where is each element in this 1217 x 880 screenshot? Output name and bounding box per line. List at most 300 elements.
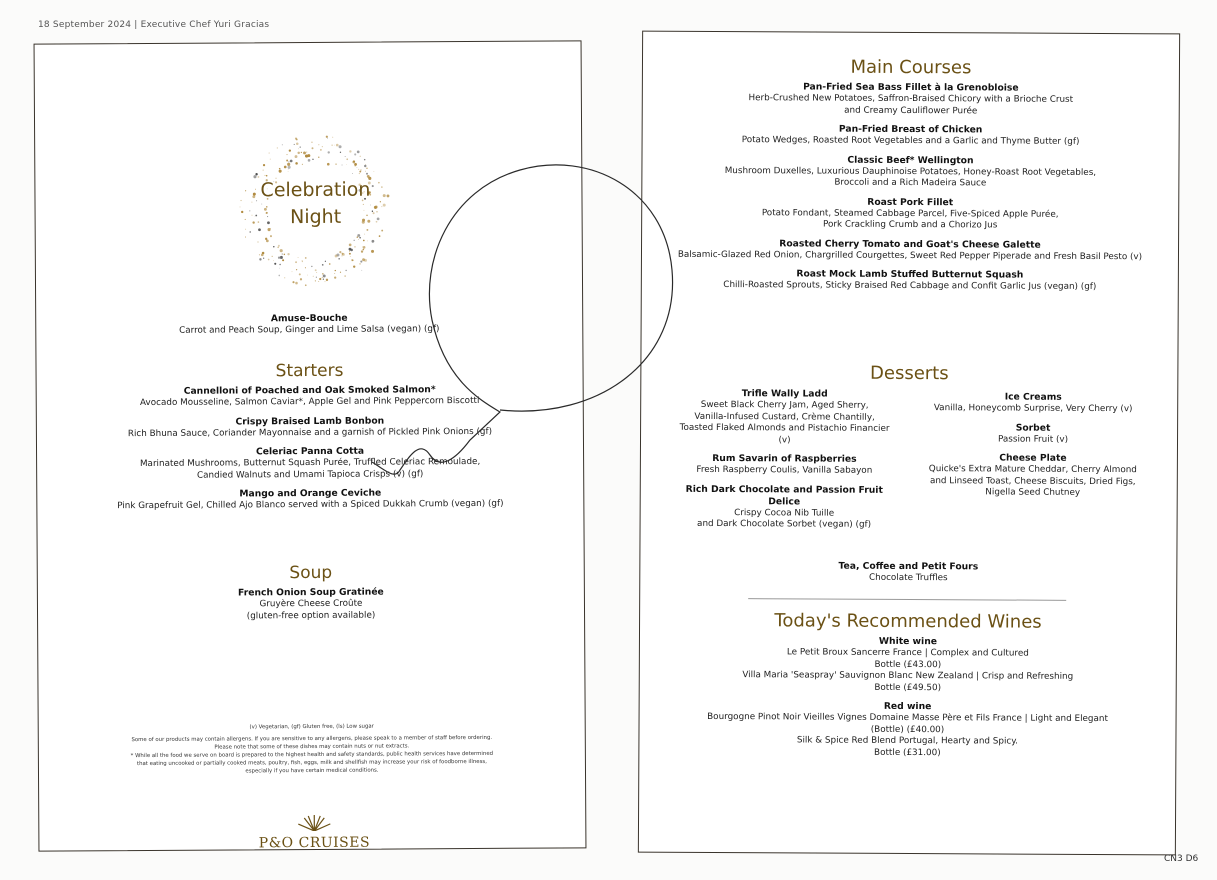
sparkle-dot bbox=[257, 241, 258, 242]
sparkle-dot bbox=[360, 169, 361, 170]
sparkle-dot bbox=[359, 189, 362, 192]
menu-item bbox=[37, 383, 583, 417]
sparkle-dot bbox=[279, 264, 280, 265]
sparkle-dot bbox=[360, 261, 362, 263]
sparkle-dot bbox=[360, 156, 361, 157]
sparkle-dot bbox=[275, 181, 277, 183]
sparkle-dot bbox=[364, 234, 365, 235]
dish-description: Gruyère Cheese Croûte bbox=[259, 598, 363, 610]
sparkle-dot bbox=[295, 162, 298, 165]
sparkle-dot bbox=[302, 164, 303, 165]
sparkle-dot bbox=[325, 261, 326, 262]
menu-item bbox=[643, 123, 1179, 156]
sparkle-dot bbox=[358, 239, 359, 240]
sparkle-dot bbox=[359, 173, 360, 174]
sparkle-dot bbox=[381, 186, 383, 188]
desserts-heading-wrap bbox=[641, 362, 1177, 390]
sparkle-dot bbox=[305, 154, 308, 157]
wine-line: Bourgogne Pinot Noir Vieilles Vignes Domaine Masse Père et Fils France | Light and Elegant bbox=[707, 711, 1108, 725]
sparkle-dot bbox=[284, 166, 287, 169]
sparkle-dot bbox=[252, 195, 255, 198]
sparkle-dot bbox=[357, 234, 360, 237]
sparkle-dot bbox=[301, 152, 302, 153]
sparkle-dot bbox=[266, 179, 268, 181]
sparkle-dot bbox=[266, 212, 268, 214]
dish-description: Candied Walnuts and Umami Tapioca Crisps (v) (gf) bbox=[196, 468, 424, 481]
sparkle-dot bbox=[364, 159, 366, 161]
sparkle-dot bbox=[245, 219, 246, 220]
sparkle-dot bbox=[357, 150, 360, 153]
sparkle-dot bbox=[240, 200, 241, 201]
sparkle-dot bbox=[387, 194, 390, 197]
dish-name: Roasted Cherry Tomato and Goat's Cheese Galette bbox=[779, 237, 1041, 251]
sparkle-dot bbox=[364, 165, 366, 167]
sparkle-dot bbox=[352, 173, 353, 174]
sparkle-dot bbox=[296, 269, 297, 270]
sparkle-dot bbox=[272, 256, 273, 257]
dish-name: Mango and Orange Ceviche bbox=[239, 487, 382, 500]
sparkle-dot bbox=[332, 137, 333, 138]
sparkle-dot bbox=[312, 159, 313, 160]
sparkle-dot bbox=[344, 275, 345, 276]
dish-name: Amuse-Bouche bbox=[270, 312, 348, 325]
sparkle-dot bbox=[263, 170, 264, 171]
sparkle-dot bbox=[367, 175, 370, 178]
menu-item bbox=[37, 486, 583, 520]
menu-item bbox=[37, 414, 583, 448]
sparkle-dot bbox=[307, 275, 308, 276]
sparkle-dot bbox=[298, 257, 299, 258]
amuse-section bbox=[36, 311, 582, 338]
sparkle-dot bbox=[288, 166, 291, 169]
sparkle-dot bbox=[383, 204, 386, 207]
sparkle-dot bbox=[252, 221, 254, 223]
sparkle-dot bbox=[383, 194, 386, 197]
sparkle-dot bbox=[255, 215, 257, 217]
dish-name: Celeriac Panna Cotta bbox=[255, 445, 365, 458]
sparkle-dot bbox=[305, 267, 306, 268]
dish-name: Sorbet bbox=[1015, 422, 1051, 434]
menu-header: 18 September 2024 | Executive Chef Yuri Gracias bbox=[38, 20, 270, 30]
sparkle-dot bbox=[267, 216, 268, 217]
sparkle-dot bbox=[270, 228, 271, 229]
wine-line: Villa Maria 'Seaspray' Sauvignon Blanc New Zealand | Crisp and Refreshing bbox=[742, 670, 1074, 682]
sparkle-dot bbox=[255, 216, 256, 217]
sparkle-dot bbox=[255, 189, 256, 190]
sparkle-dot bbox=[367, 220, 370, 223]
sparkle-dot bbox=[294, 144, 295, 145]
desserts-left-column bbox=[677, 388, 893, 539]
sparkle-dot bbox=[302, 261, 303, 262]
sparkle-dot bbox=[368, 182, 371, 185]
sparkle-dot bbox=[266, 175, 268, 177]
starters-section bbox=[36, 359, 583, 520]
sparkle-dot bbox=[279, 268, 280, 269]
desserts-right-column bbox=[923, 391, 1144, 507]
dish-description: Rich Bhuna Sauce, Coriander Mayonnaise and a garnish of Pickled Pink Onions (gf) bbox=[127, 426, 493, 439]
sparkle-dot bbox=[299, 273, 301, 275]
dish-name: Tea, Coffee and Petit Fours bbox=[838, 560, 979, 573]
sparkle-dot bbox=[366, 168, 368, 170]
dish-description: Chilli-Roasted Sprouts, Sticky Braised Red Cabbage and Confit Garlic Jus (vegan) (gf) bbox=[723, 280, 1097, 292]
wine-line: Bottle (£43.00) bbox=[874, 659, 942, 670]
sparkle-dot bbox=[370, 205, 371, 206]
dish-name: Rich Dark Chocolate and Passion Fruit Delice bbox=[685, 483, 883, 507]
sparkle-dot bbox=[380, 201, 381, 202]
sparkle-dot bbox=[251, 202, 252, 203]
menu-item bbox=[923, 422, 1143, 454]
wine-line: Le Petit Broux Sancerre France | Complex and Cultured bbox=[786, 647, 1029, 659]
title-line-1: Celebration bbox=[260, 178, 371, 202]
dish-name: Ice Creams bbox=[1004, 391, 1062, 403]
dish-name: Crispy Braised Lamb Bonbon bbox=[235, 415, 385, 427]
sparkle-dot bbox=[353, 265, 355, 267]
sparkle-dot bbox=[345, 156, 346, 157]
sparkle-dot bbox=[319, 278, 321, 280]
sparkle-dot bbox=[297, 152, 300, 155]
sparkle-dot bbox=[363, 240, 365, 242]
sparkle-dot bbox=[302, 260, 303, 261]
sparkle-dot bbox=[326, 279, 328, 281]
wine-line: Bottle (£49.50) bbox=[874, 682, 942, 693]
white-wine-heading: White wine bbox=[878, 635, 938, 648]
sparkle-dot bbox=[354, 246, 355, 247]
menu-item bbox=[677, 453, 892, 485]
dish-description: Passion Fruit (v) bbox=[997, 433, 1069, 445]
dish-description: Marinated Mushrooms, Butternut Squash Purée, Truffled Celeriac Remoulade, bbox=[139, 456, 481, 470]
dish-description: Crispy Cocoa Nib Tuille bbox=[734, 507, 835, 519]
sparkle-dot bbox=[273, 181, 274, 182]
sparkle-dot bbox=[372, 211, 373, 212]
sparkle-dot bbox=[266, 206, 268, 208]
sparkle-dot bbox=[323, 279, 324, 280]
sparkle-dot bbox=[263, 164, 265, 166]
sparkle-dot bbox=[240, 207, 241, 208]
dish-name: Pan-Fried Sea Bass Fillet à la Grenobloise bbox=[803, 81, 1019, 94]
sparkle-dot bbox=[340, 272, 341, 273]
sparkle-dot bbox=[249, 210, 250, 211]
starters-list bbox=[37, 383, 584, 520]
sparkle-dot bbox=[361, 185, 362, 186]
sparkle-dot bbox=[376, 211, 378, 213]
sparkle-dot bbox=[292, 281, 294, 283]
sparkle-dot bbox=[318, 144, 319, 145]
tea-section bbox=[640, 560, 1176, 586]
dish-name: Pan-Fried Breast of Chicken bbox=[838, 123, 983, 136]
sparkle-dot bbox=[300, 147, 301, 148]
sparkle-dot bbox=[292, 271, 293, 272]
notice-line: * While all the food we serve on board is prepared to the highest health and safety standards, public health services have determined bbox=[130, 750, 494, 760]
sparkle-dot bbox=[258, 228, 261, 231]
sparkle-dot bbox=[339, 145, 342, 148]
sparkle-dot bbox=[353, 160, 355, 162]
sparkle-dot bbox=[279, 170, 282, 173]
sparkle-dot bbox=[249, 231, 250, 232]
sparkle-dot bbox=[334, 273, 335, 274]
dish-name: Cheese Plate bbox=[999, 452, 1067, 464]
dish-name: Rum Savarin of Raspberries bbox=[712, 452, 857, 465]
sparkle-dot bbox=[322, 264, 324, 266]
menu-item bbox=[642, 268, 1178, 301]
sparkle-dot bbox=[373, 171, 374, 172]
sparkle-dot bbox=[286, 159, 288, 161]
sparkle-dot bbox=[334, 145, 335, 146]
sparkle-dot bbox=[372, 185, 374, 187]
sparkle-dot bbox=[322, 277, 323, 278]
sparkle-dot bbox=[253, 193, 256, 196]
sparkle-dot bbox=[358, 169, 359, 170]
sparkle-dot bbox=[315, 269, 317, 271]
sparkle-dot bbox=[303, 151, 306, 154]
starters-heading: Starters bbox=[275, 360, 344, 382]
mains-list bbox=[642, 81, 1179, 301]
brand-logo bbox=[249, 813, 379, 852]
mains-section bbox=[642, 56, 1179, 301]
dish-name: French Onion Soup Gratinée bbox=[237, 586, 384, 599]
sparkle-dot bbox=[362, 249, 364, 251]
sparkle-dot bbox=[372, 240, 375, 243]
sparkle-dot bbox=[328, 151, 330, 153]
dish-description: Mushroom Duxelles, Luxurious Dauphinoise Potatoes, Honey-Roast Root Vegetables, bbox=[724, 165, 1097, 178]
sparkle-dot bbox=[279, 168, 281, 170]
right-menu-page bbox=[638, 31, 1180, 856]
sparkle-dot bbox=[270, 159, 271, 160]
sparkle-dot bbox=[282, 253, 283, 254]
sparkle-dot bbox=[311, 142, 312, 143]
sparkle-dot bbox=[341, 255, 342, 256]
sparkle-dot bbox=[280, 249, 283, 252]
sparkle-dot bbox=[315, 280, 316, 281]
dish-description: and Dark Chocolate Sorbet (vegan) (gf) bbox=[697, 518, 872, 530]
sparkle-dot bbox=[366, 215, 367, 216]
sparkle-dot bbox=[306, 152, 307, 153]
sparkle-dot bbox=[270, 235, 272, 237]
left-menu-page bbox=[34, 40, 587, 851]
sparkle-dot bbox=[379, 235, 381, 237]
menu-item bbox=[642, 237, 1178, 270]
dish-name: Cannelloni of Poached and Oak Smoked Salmon* bbox=[183, 384, 436, 397]
sparkle-dot bbox=[334, 276, 336, 278]
sparkle-dot bbox=[318, 281, 319, 282]
dish-name: Roast Pork Fillet bbox=[867, 196, 954, 208]
sparkle-dot bbox=[288, 171, 289, 172]
sparkle-dot bbox=[340, 152, 341, 153]
sparkle-dot bbox=[322, 146, 323, 147]
notice-line: Some of our products may contain allergens. If you are sensitive to any allergens, please speak to a member of staff before ordering. bbox=[131, 734, 493, 744]
sparkle-dot bbox=[362, 221, 365, 224]
sparkle-dot bbox=[324, 281, 325, 282]
sparkle-dot bbox=[346, 158, 348, 160]
sparkle-dot bbox=[335, 163, 336, 164]
dish-description: Quicke's Extra Mature Cheddar, Cherry Almond bbox=[928, 464, 1137, 476]
dish-note: (gluten-free option available) bbox=[246, 610, 376, 621]
sparkle-dot bbox=[357, 167, 358, 168]
sparkle-dot bbox=[359, 237, 361, 239]
dish-description: and Creamy Cauliflower Purée bbox=[844, 105, 978, 116]
brand-name: P&O CRUISES bbox=[258, 834, 371, 852]
sparkle-dot bbox=[381, 206, 382, 207]
menu-item bbox=[37, 444, 583, 489]
sparkle-dot bbox=[296, 143, 299, 146]
dish-name: Roast Mock Lamb Stuffed Butternut Squash bbox=[796, 268, 1024, 281]
sparkle-dot bbox=[289, 149, 291, 151]
sparkle-dot bbox=[274, 263, 276, 265]
dish-description: Broccoli and a Rich Madeira Sauce bbox=[834, 177, 987, 189]
dish-description: Vanilla-Infused Custard, Crème Chantilly, bbox=[694, 411, 875, 423]
page-number: CN3 D6 bbox=[1164, 854, 1199, 864]
sparkle-dot bbox=[280, 256, 283, 259]
sparkle-dot bbox=[295, 155, 298, 158]
menu-item bbox=[677, 483, 892, 538]
sparkle-dot bbox=[342, 164, 343, 165]
menu-item bbox=[923, 391, 1143, 423]
wine-line: (Bottle) (£40.00) bbox=[870, 724, 945, 735]
sparkle-dot bbox=[331, 145, 332, 146]
sparkle-dot bbox=[361, 250, 363, 252]
sparkle-dot bbox=[245, 237, 246, 238]
notice-line: that eating uncooked or partially cooked meats, poultry, fish, eggs, milk and shellfish may increase your risk of foodborne illness, bbox=[136, 758, 487, 768]
sparkle-dot bbox=[316, 272, 317, 273]
sparkle-dot bbox=[381, 230, 383, 232]
sparkle-dot bbox=[336, 144, 339, 147]
menu-item bbox=[642, 153, 1178, 198]
notice-line: (v) Vegetarian, (gf) Gluten free, (ls) Low sugar bbox=[249, 723, 374, 731]
sparkle-dot bbox=[374, 206, 377, 209]
sparkle-dot bbox=[323, 275, 326, 278]
dish-description: Nigella Seed Chutney bbox=[985, 487, 1081, 498]
sparkle-dot bbox=[364, 210, 365, 211]
sparkle-dot bbox=[373, 212, 375, 214]
sparkle-dot bbox=[327, 138, 328, 139]
sparkle-dot bbox=[362, 258, 365, 261]
sparkle-dot bbox=[282, 144, 283, 145]
dish-description: Vanilla, Honeycomb Surprise, Very Cherry (v) bbox=[933, 403, 1133, 415]
sparkle-dot bbox=[300, 278, 302, 280]
wine-line: Bottle (£31.00) bbox=[874, 747, 941, 758]
sparkle-dot bbox=[367, 241, 368, 242]
sparkle-dot bbox=[350, 256, 351, 257]
sparkle-dot bbox=[371, 250, 374, 253]
dish-description: Toasted Flaked Almonds and Pistachio Financier (v) bbox=[679, 422, 890, 445]
sparkle-dot bbox=[359, 171, 361, 173]
sparkle-dot bbox=[255, 173, 257, 175]
sparkle-dot bbox=[335, 270, 336, 271]
sparkle-dot bbox=[267, 189, 268, 190]
sparkle-wreath-icon bbox=[225, 120, 406, 301]
dish-description: Avocado Mousseline, Salmon Caviar*, Apple Gel and Pink Peppercorn Biscotti bbox=[140, 395, 480, 409]
divider bbox=[748, 598, 1066, 601]
sparkle-dot bbox=[322, 273, 323, 274]
sparkle-dot bbox=[258, 221, 260, 223]
notice-line: especially if you have certain medical conditions. bbox=[245, 767, 379, 775]
sunburst-icon bbox=[294, 813, 334, 831]
sparkle-dot bbox=[295, 261, 297, 263]
sparkle-dot bbox=[346, 164, 347, 165]
sparkle-dot bbox=[354, 165, 356, 167]
sparkle-dot bbox=[298, 148, 299, 149]
sparkle-dot bbox=[311, 266, 312, 267]
sparkle-dot bbox=[282, 259, 284, 261]
sparkle-dot bbox=[267, 221, 270, 224]
sparkle-dot bbox=[296, 139, 298, 141]
dish-name: Trifle Wally Ladd bbox=[741, 388, 828, 400]
sparkle-dot bbox=[349, 251, 350, 252]
soup-section bbox=[38, 561, 584, 623]
sparkle-dot bbox=[361, 270, 362, 271]
dish-description: and Linseed Toast, Cheese Biscuits, Dried Figs, bbox=[929, 475, 1136, 487]
dish-description: Sweet Black Cherry Jam, Aged Sherry, bbox=[700, 399, 869, 411]
allergen-notice bbox=[99, 722, 525, 777]
desserts-heading: Desserts bbox=[869, 362, 949, 385]
dish-description: Chocolate Truffles bbox=[868, 572, 948, 584]
sparkle-dot bbox=[354, 153, 356, 155]
dish-description: Carrot and Peach Soup, Ginger and Lime Salsa (vegan) (gf) bbox=[179, 324, 440, 336]
sparkle-dot bbox=[261, 253, 264, 256]
sparkle-dot bbox=[362, 200, 364, 202]
menu-item bbox=[643, 81, 1179, 126]
sparkle-dot bbox=[305, 257, 307, 259]
dish-description: Potato Fondant, Steamed Cabbage Parcel, Five-Spiced Apple Purée, bbox=[761, 207, 1059, 220]
sparkle-dot bbox=[286, 154, 287, 155]
sparkle-dot bbox=[278, 245, 280, 247]
sparkle-dot bbox=[288, 161, 289, 162]
sparkle-dot bbox=[349, 150, 351, 152]
sparkle-dot bbox=[362, 192, 364, 194]
dish-description: Potato Wedges, Roasted Root Vegetables and a Garlic and Thyme Butter (gf) bbox=[741, 135, 1080, 147]
sparkle-dot bbox=[363, 246, 366, 249]
sparkle-dot bbox=[368, 191, 370, 193]
wine-line: Silk & Spice Red Blend Portugal, Hearty and Spicy. bbox=[796, 735, 1019, 747]
dish-description: Pink Grapefruit Gel, Chilled Ajo Blanco served with a Spiced Dukkah Crumb (vegan) (gf) bbox=[117, 498, 504, 512]
red-wine-heading: Red wine bbox=[883, 700, 932, 713]
sparkle-dot bbox=[345, 270, 346, 271]
sparkle-dot bbox=[366, 173, 368, 175]
sparkle-dot bbox=[339, 251, 341, 253]
wines-heading: Today's Recommended Wines bbox=[774, 610, 1042, 633]
menu-item bbox=[642, 195, 1178, 240]
sparkle-dot bbox=[329, 263, 331, 265]
sparkle-dot bbox=[273, 260, 274, 261]
sparkle-dot bbox=[376, 221, 378, 223]
sparkle-dot bbox=[267, 198, 269, 200]
mains-heading: Main Courses bbox=[850, 56, 972, 79]
sparkle-dot bbox=[252, 215, 253, 216]
soup-heading: Soup bbox=[289, 562, 333, 584]
sparkle-dot bbox=[277, 247, 279, 249]
dish-description: Pork Crackling Crumb and a Chorizo Jus bbox=[822, 219, 998, 231]
sparkle-dot bbox=[327, 163, 330, 166]
sparkle-dot bbox=[290, 160, 293, 163]
sparkle-dot bbox=[264, 208, 267, 211]
dish-name: Classic Beef* Wellington bbox=[847, 154, 974, 166]
dish-description: Herb-Crushed New Potatoes, Saffron-Braised Chicory with a Brioche Crust bbox=[748, 93, 1074, 105]
sparkle-dot bbox=[284, 277, 285, 278]
sparkle-dot bbox=[320, 149, 322, 151]
sparkle-dot bbox=[269, 194, 270, 195]
sparkle-dot bbox=[366, 229, 368, 231]
sparkle-dot bbox=[284, 254, 285, 255]
sparkle-dot bbox=[308, 159, 311, 162]
sparkle-dot bbox=[273, 246, 274, 247]
sparkle-dot bbox=[275, 178, 276, 179]
sparkle-dot bbox=[261, 204, 262, 205]
sparkle-dot bbox=[349, 244, 352, 247]
title-line-2: Night bbox=[290, 205, 342, 229]
sparkle-dot bbox=[363, 191, 364, 192]
sparkle-dot bbox=[364, 198, 366, 200]
sparkle-dot bbox=[265, 238, 267, 240]
sparkle-dot bbox=[358, 184, 360, 186]
